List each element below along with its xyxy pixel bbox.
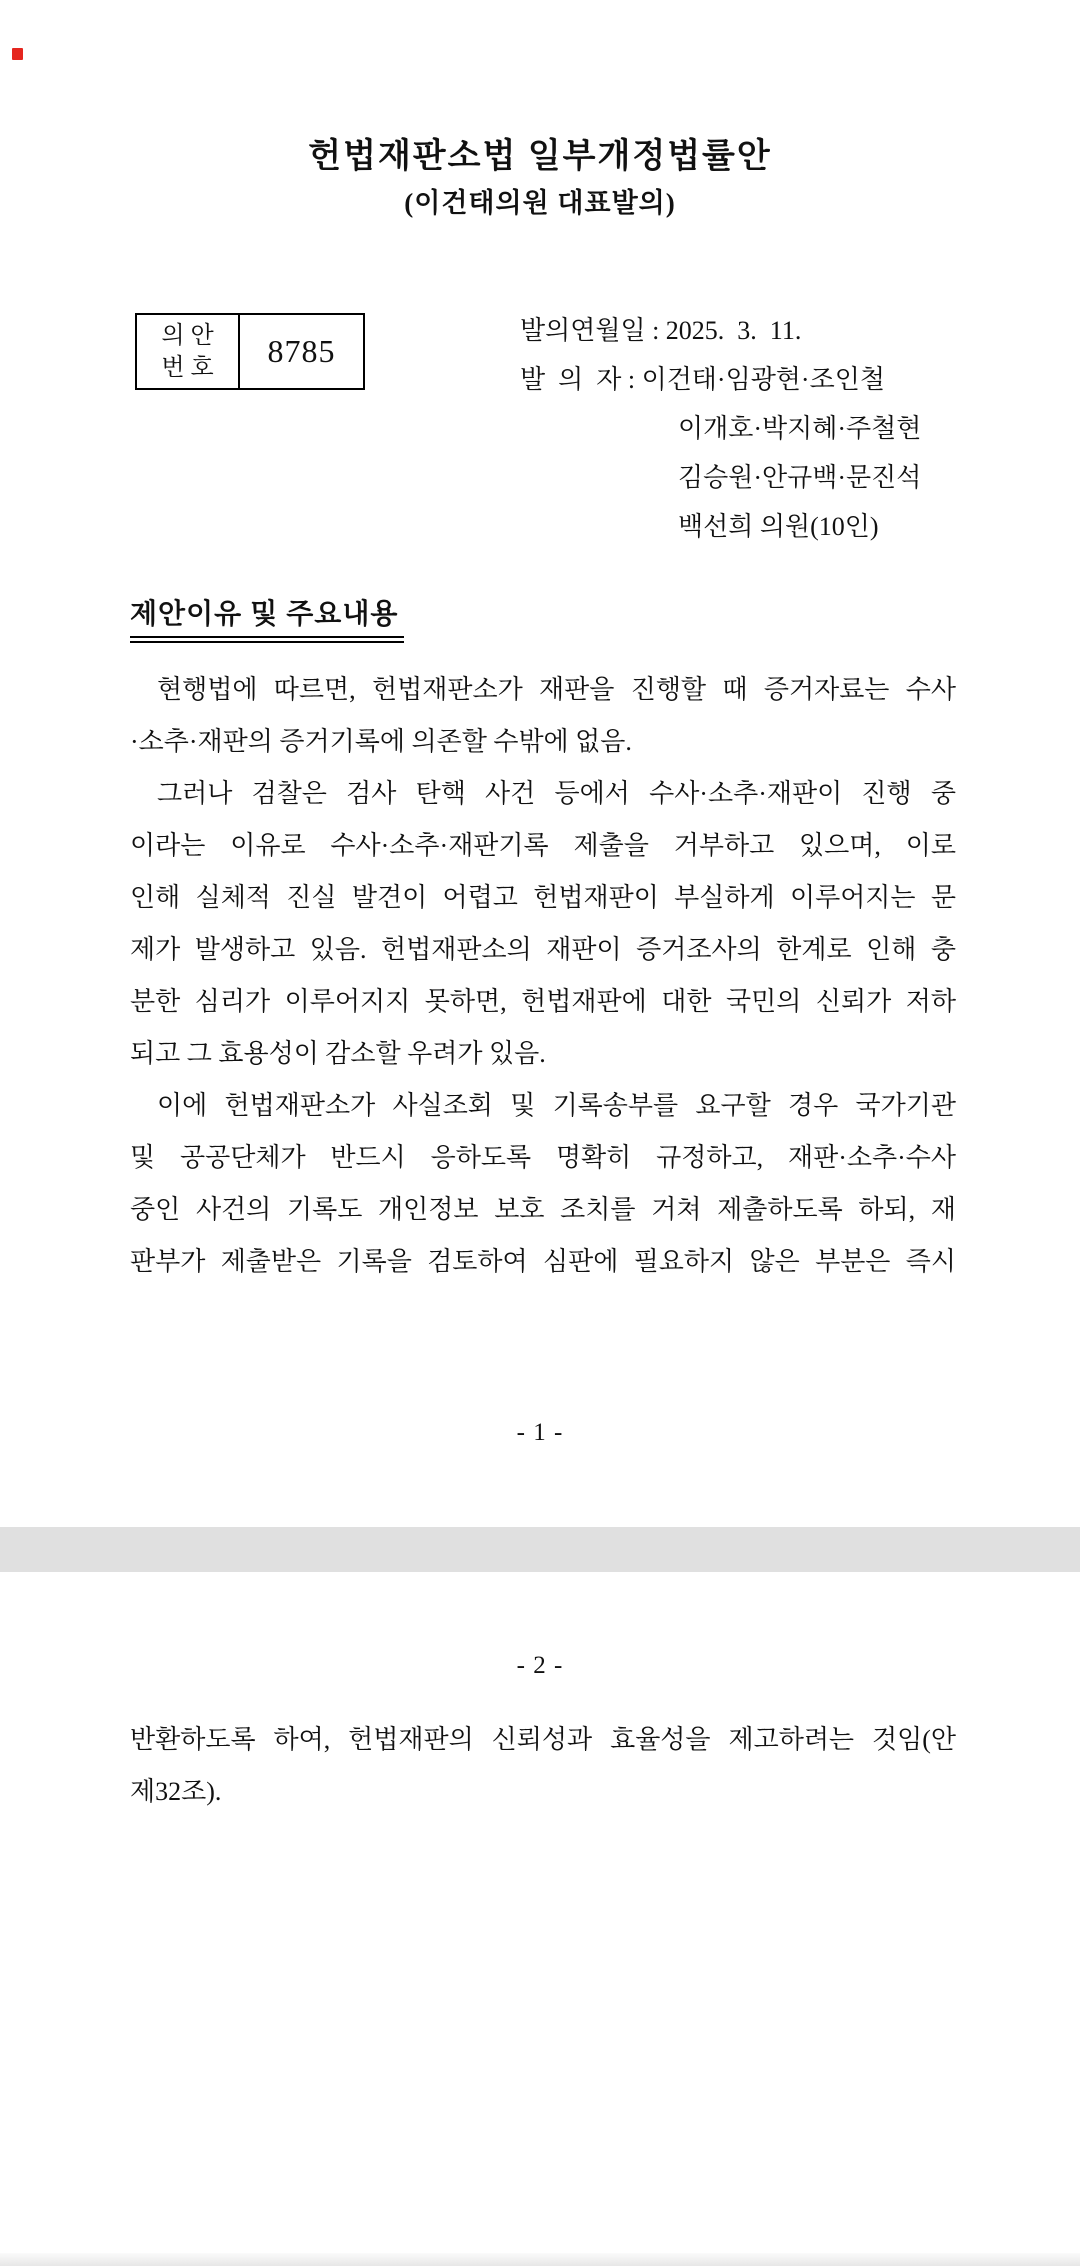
body-line: ·소추·재판의 증거기록에 의존할 수밖에 없음. — [130, 727, 632, 756]
page-separator — [0, 1527, 1080, 1572]
body-line: 제가 발생하고 있음. 헌법재판소의 재판이 증거조사의 한계로 인해 충 — [130, 935, 956, 964]
page-1-number: - 1 - — [516, 1419, 564, 1446]
body-line: 현행법에 따르면, 헌법재판소가 재판을 진행할 때 증거자료는 수사 — [157, 675, 956, 704]
bill-number-label-line2: 번 호 — [161, 354, 214, 381]
body-line: 중인 사건의 기록도 개인정보 보호 조치를 거쳐 제출하도록 하되, 재 — [130, 1195, 956, 1224]
proposal-date-row: 발의연월일 : 2025. 3. 11. — [520, 316, 802, 345]
bill-number-value: 8785 — [267, 333, 336, 369]
page2-body — [130, 1714, 956, 1818]
page-title: 헌법재판소법 일부개정법률안 — [308, 138, 772, 175]
proposer-row: 이개호·박지혜·주철현 — [678, 414, 922, 443]
body-line: 분한 심리가 이루어지지 못하면, 헌법재판에 대한 국민의 신뢰가 저하 — [130, 987, 956, 1016]
body-line: 제32조). — [130, 1777, 222, 1806]
bottom-page-separator — [0, 2253, 1080, 2266]
proposer-row: 발 의 자 : 이건태·임광현·조인철 — [520, 365, 885, 394]
section-heading: 제안이유 및 주요내용 — [130, 598, 404, 643]
body-line: 그러나 검찰은 검사 탄핵 사건 등에서 수사·소추·재판이 진행 중 — [157, 779, 956, 808]
bill-number-label — [137, 315, 240, 388]
body-line: 이에 헌법재판소가 사실조회 및 기록송부를 요구할 경우 국가기관 — [157, 1091, 956, 1120]
page1-body — [130, 664, 956, 1288]
bill-number-label-line1: 의 안 — [161, 322, 214, 349]
body-line: 인해 실체적 진실 발견이 어렵고 헌법재판이 부실하게 이루어지는 문 — [130, 883, 956, 912]
page-subtitle: (이건태의원 대표발의) — [404, 188, 676, 218]
proposal-meta — [520, 306, 1060, 551]
body-line: 이라는 이유로 수사·소추·재판기록 제출을 거부하고 있으며, 이로 — [130, 831, 956, 860]
page-2-number: - 2 - — [516, 1652, 564, 1679]
red-marker-icon — [12, 48, 23, 60]
proposer-row: 백선희 의원(10인) — [678, 512, 879, 541]
body-line: 및 공공단체가 반드시 응하도록 명확히 규정하고, 재판·소추·수사 — [130, 1143, 956, 1172]
body-line: 판부가 제출받은 기록을 검토하여 심판에 필요하지 않은 부분은 즉시 — [130, 1247, 956, 1276]
proposer-row: 김승원·안규백·문진석 — [678, 463, 922, 492]
body-line: 되고 그 효용성이 감소할 우려가 있음. — [130, 1039, 546, 1068]
bill-number-box — [135, 313, 365, 390]
body-line: 반환하도록 하여, 헌법재판의 신뢰성과 효율성을 제고하려는 것임(안 — [130, 1725, 956, 1754]
